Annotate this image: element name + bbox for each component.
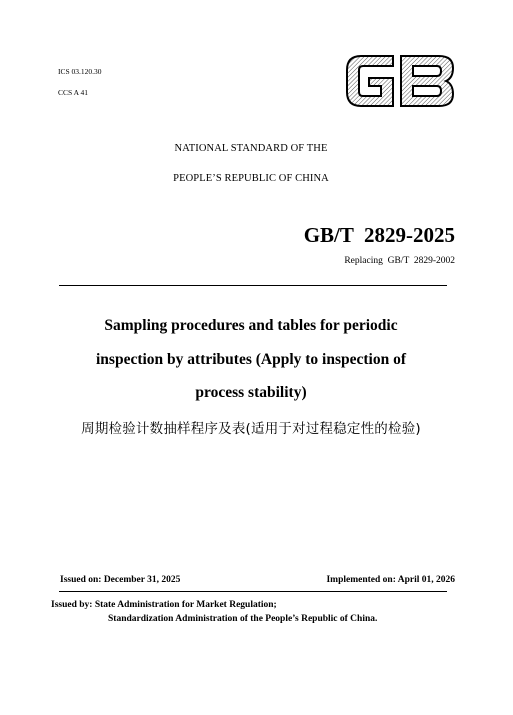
replacing-standard: Replacing GB/T 2829-2002 xyxy=(344,256,455,266)
top-divider xyxy=(59,285,447,286)
bottom-divider xyxy=(59,591,447,592)
standard-number: GB/T 2829-2025 xyxy=(303,223,455,247)
ics-code: ICS 03.120.30 xyxy=(58,67,102,76)
title-english-line2: inspection by attributes (Apply to inspection of xyxy=(95,351,407,368)
classification-codes xyxy=(58,66,102,108)
national-standard-line2: PEOPLE’S REPUBLIC OF CHINA xyxy=(173,173,329,184)
issuer-second: Standardization Administration of the People’s Republic of China. xyxy=(108,614,378,624)
gb-logo xyxy=(343,52,457,110)
ccs-code: CCS A 41 xyxy=(58,88,89,97)
issued-on-date: Issued on: December 31, 2025 xyxy=(60,575,181,585)
issued-by: Issued by: State Administration for Market Regulation; xyxy=(51,600,277,610)
title-english-line3: process stability) xyxy=(195,384,307,401)
national-standard-line1: NATIONAL STANDARD OF THE xyxy=(174,143,328,154)
title-chinese: 周期检验计数抽样程序及表(适用于对过程稳定性的检验) xyxy=(81,421,421,437)
title-english-line1: Sampling procedures and tables for periodic xyxy=(104,317,398,334)
implemented-on-date: Implemented on: April 01, 2026 xyxy=(326,575,455,585)
